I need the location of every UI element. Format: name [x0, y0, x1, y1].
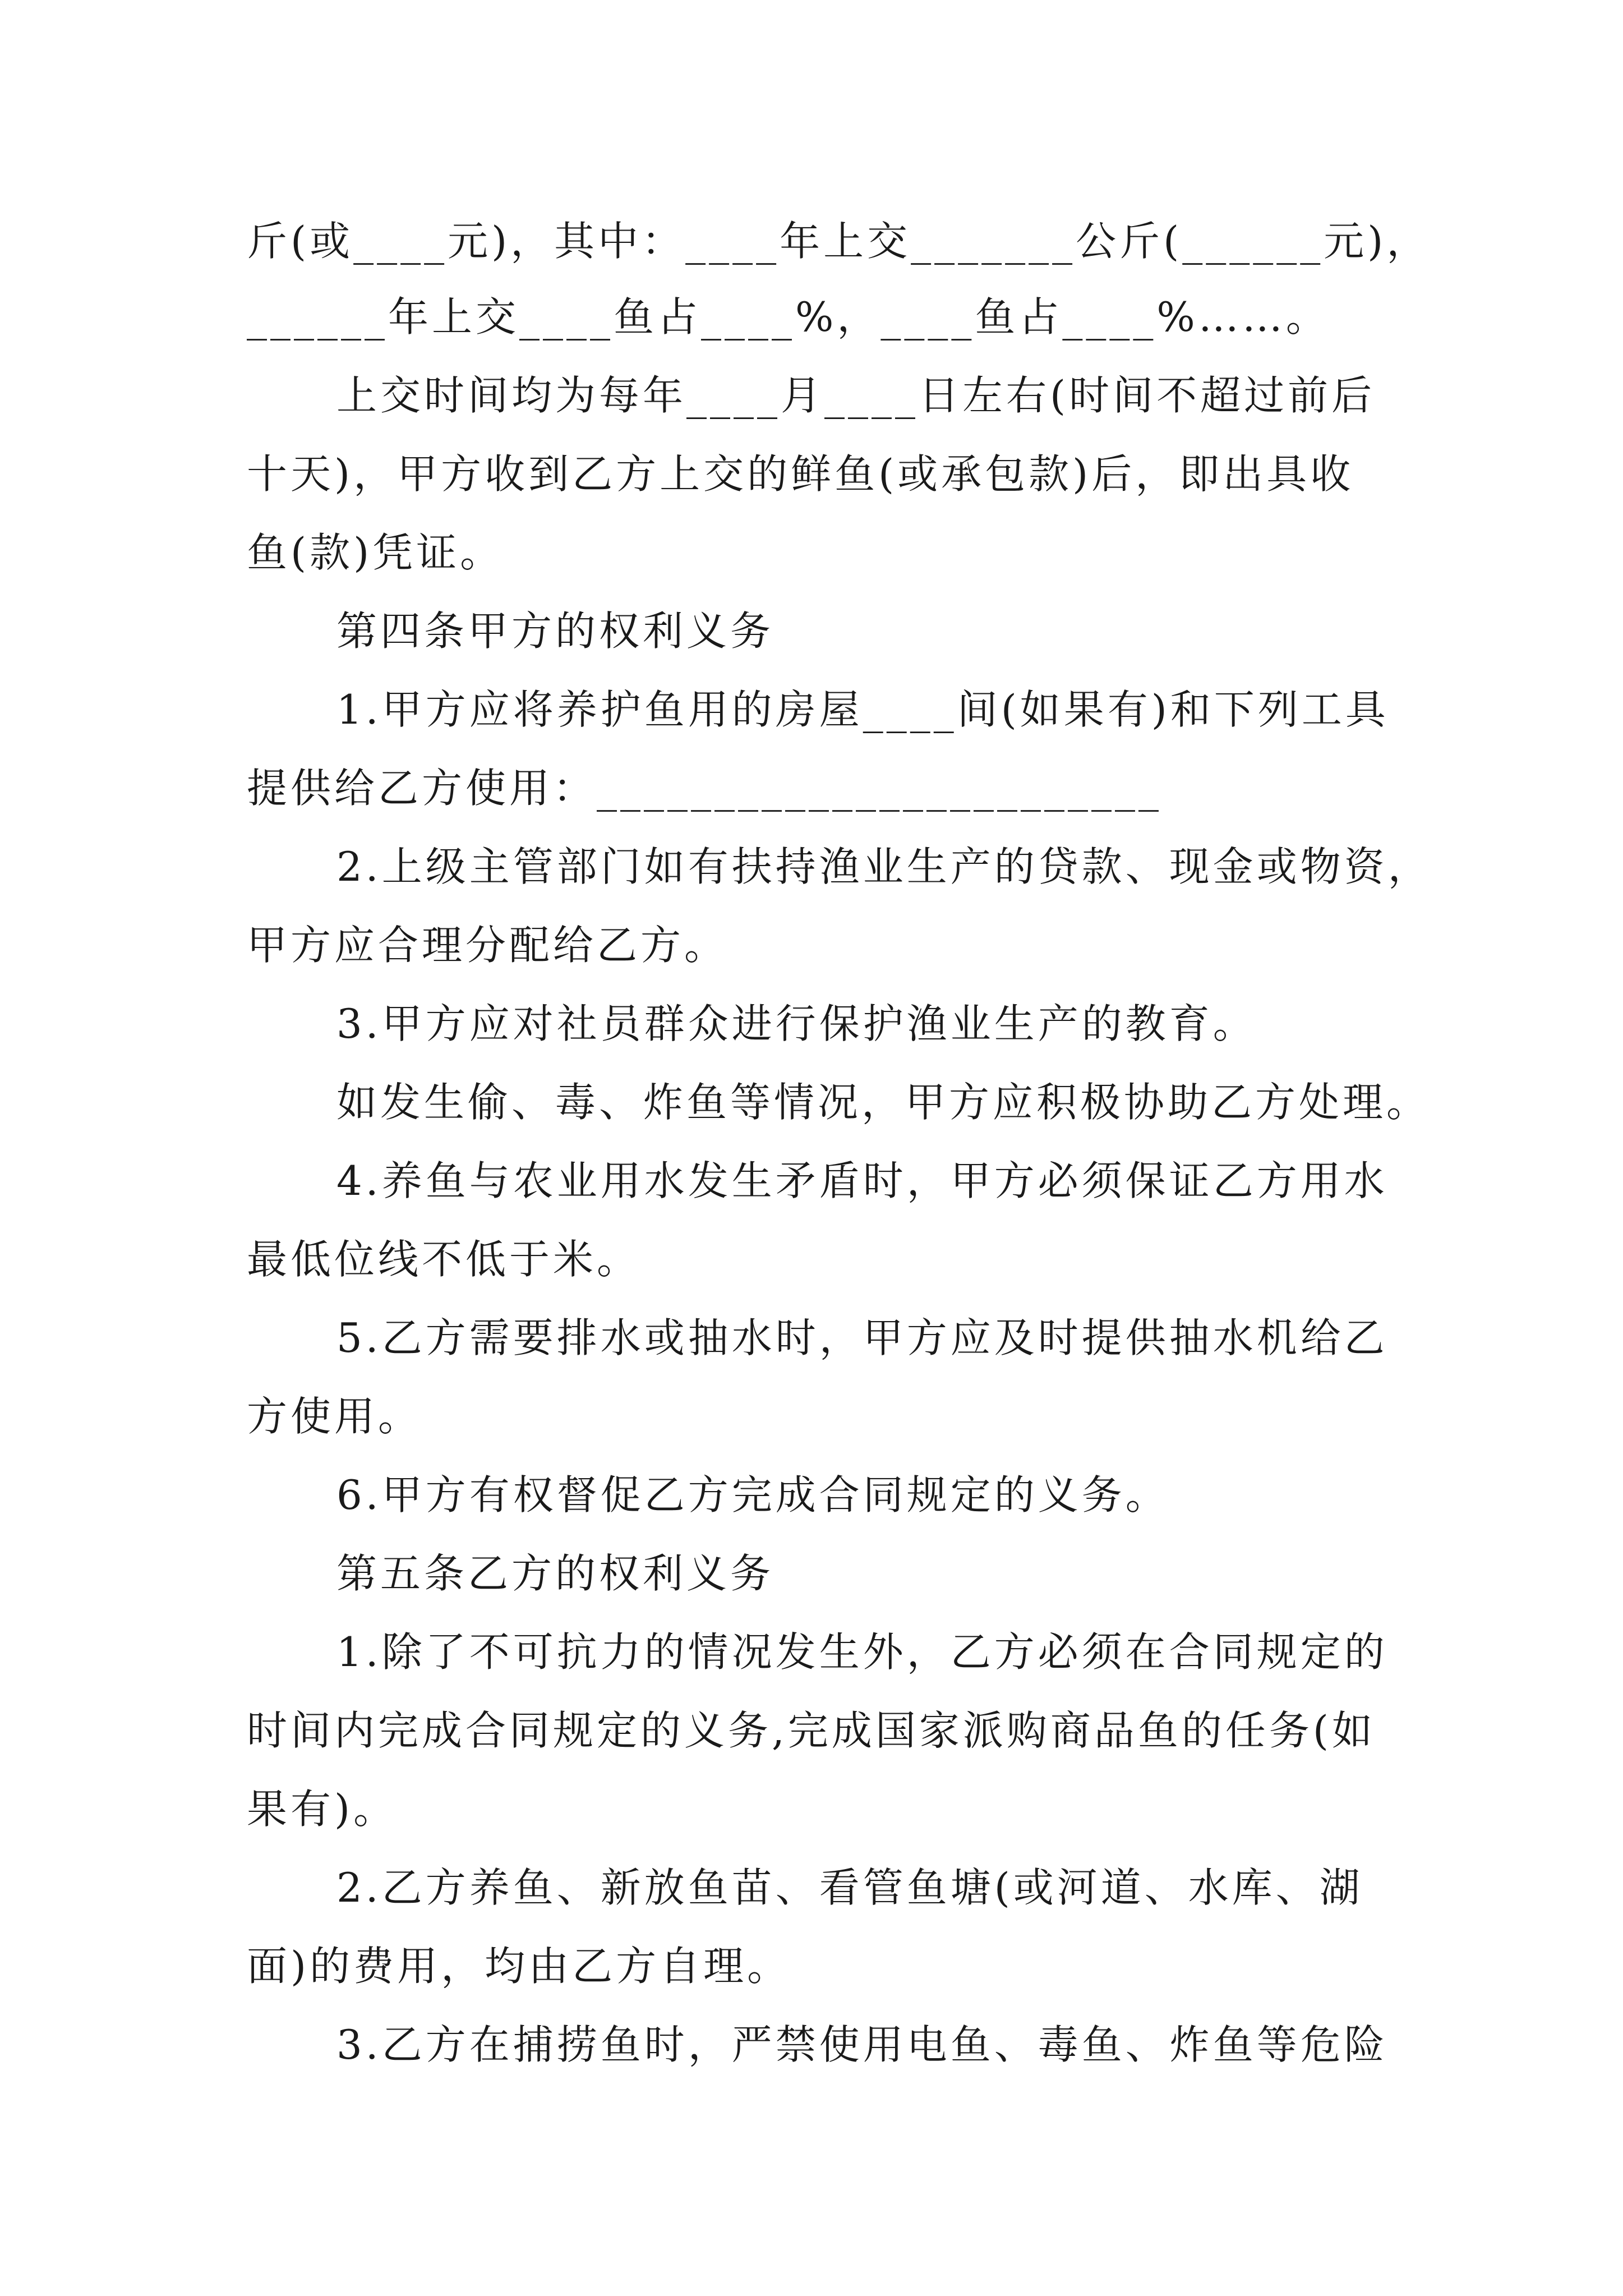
text-line: 3.乙方在捕捞鱼时，严禁使用电鱼、毒鱼、炸鱼等危险 [336, 2021, 1388, 2068]
text-line: 3.甲方应对社员群众进行保护渔业生产的教育。 [336, 1000, 1257, 1047]
text-line: 1.除了不可抗力的情况发生外，乙方必须在合同规定的 [336, 1628, 1388, 1676]
section-heading: 第五条乙方的权利义务 [336, 1550, 774, 1597]
text-line: 2.上级主管部门如有扶持渔业生产的贷款、现金或物资， [336, 843, 1432, 890]
text-line: 最低位线不低于米。 [247, 1236, 641, 1283]
text-line: 1.甲方应将养护鱼用的房屋____间(如果有)和下列工具 [336, 686, 1389, 733]
text-line: 时间内完成合同规定的义务,完成国家派购商品鱼的任务(如 [247, 1707, 1376, 1754]
text-line: 方使用。 [247, 1393, 422, 1440]
text-line: 6.甲方有权督促乙方完成合同规定的义务。 [336, 1471, 1169, 1519]
text-line: 5.乙方需要排水或抽水时，甲方应及时提供抽水机给乙 [336, 1314, 1388, 1361]
text-line: ______年上交____鱼占____%，____鱼占____%……。 [247, 293, 1330, 341]
text-line: 甲方应合理分配给乙方。 [247, 922, 728, 969]
text-line: 斤(或____元)，其中：____年上交_______公斤(______元)， [247, 218, 1431, 265]
text-line: 十天)，甲方收到乙方上交的鲜鱼(或承包款)后，即出具收 [247, 450, 1354, 498]
text-line: 果有)。 [247, 1786, 398, 1833]
section-heading: 第四条甲方的权利义务 [336, 608, 774, 655]
text-line: 2.乙方养鱼、新放鱼苗、看管鱼塘(或河道、水库、湖 [336, 1864, 1363, 1911]
text-line: 如发生偷、毒、炸鱼等情况，甲方应积极协助乙方处理。 [336, 1079, 1431, 1126]
text-line: 上交时间均为每年____月____日左右(时间不超过前后 [336, 372, 1376, 419]
text-line: 4.养鱼与农业用水发生矛盾时，甲方必须保证乙方用水 [336, 1157, 1388, 1204]
text-line: 鱼(款)凭证。 [247, 529, 504, 576]
text-line: 面)的费用，均由乙方自理。 [247, 1943, 791, 1990]
text-line: 提供给乙方使用：________________________ [247, 765, 1163, 812]
